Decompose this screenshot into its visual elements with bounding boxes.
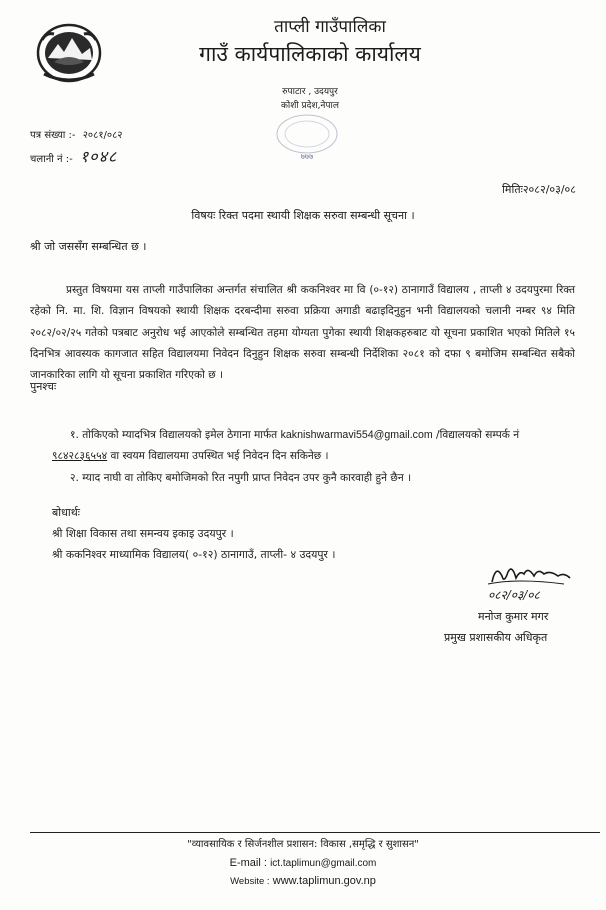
school-phone: ९८४२८३६५५४ (52, 449, 108, 462)
dispatch-value: १०४८ (79, 147, 118, 166)
reference-value: २०८१/०८२ (82, 130, 123, 141)
email-label: E-mail : (229, 857, 267, 869)
body-paragraph: प्रस्तुत विषयमा यस ताप्ली गाउँपालिका अन्तर्गत संचालित श्री ककनिश्वर मा वि (०-१२) ठानागाउँ विद्यालय , ताप्ली ४ उदयपुरमा रिक्त रहेको नि. मा. शि. विज्ञान विषयको स्थायी शिक्षक दरबन्दीमा सरुवा प्रक्रिया अगाडी बढाइदिनुहुन भनी विद्यालयको चलानी नम्बर ९४ मिति २०८२/०२/२५ गतेको पत्रबाट अनुरोध भई आएकोले सम्बन्धित तहमा योग्यता पुगेका स्थायी शिक्षकहरुबाट यो सूचना प्रकाशित भएको मितिले १५ दिनभित्र आवस्यक कागजात सहित विद्यालयमा निवेदन दिनुहुन शिक्षक सरुवा सम्बन्धी निर्देशिका २०८१ को दफा ९ बमोजिम सम्बन्धित सबैको जानकारिका लागि यो सूचना प्रकाशित गरिएको छ । (30, 284, 575, 382)
reference-label: पत्र संख्या :- (30, 130, 76, 141)
dispatch-label: चलानी नं :- (30, 154, 73, 165)
website-label: Website : (230, 876, 270, 887)
reference-number (30, 127, 123, 141)
signature-date: ०८२/०३/०८ (488, 588, 540, 602)
stamp-number: ७७७ (300, 152, 314, 161)
signatory-name: मनोज कुमार मगर (478, 610, 549, 623)
cc-heading: बोधार्थः (52, 506, 80, 519)
dispatch-number (30, 145, 117, 167)
postscript-item-1-contact-label: /विद्यालयको सम्पर्क नं (436, 429, 520, 441)
address-line-1: रुपाटार , उदयपुर (282, 87, 338, 97)
postscript-item-2: २. म्याद नाघी वा तोकिए बमोजिमको रित नपुगी प्राप्त निवेदन उपर कुनै कारवाही हुने छैन । (70, 472, 412, 484)
letter-date: मितिः२०८२/०३/०८ (502, 183, 576, 196)
salutation: श्री जो जससँग सम्बन्धित छ । (30, 240, 147, 253)
website-link[interactable]: www.taplimun.gov.np (272, 875, 376, 887)
nepal-emblem-logo (34, 22, 104, 84)
municipality-name: ताप्ली गाउँपालिका (274, 17, 386, 37)
postscript-heading: पुनश्चः (30, 380, 57, 393)
office-name: गाउँ कार्यपालिकाको कार्यालय (199, 42, 421, 66)
footer-divider (30, 832, 600, 833)
school-email: kaknishwarmavi554@gmail.com (280, 429, 433, 441)
footer-email (0, 857, 606, 869)
address-line-2: कोशी प्रदेश,नेपाल (281, 101, 339, 111)
postscript-item-1-text: १. तोकिएको म्यादभित्र विद्यालयको इमेल ठेगाना मार्फत (70, 429, 278, 441)
footer-website (0, 875, 606, 887)
footer-slogan: "व्यावसायिक र सिर्जनशील प्रशासन: विकास ,समृद्धि र सुशासन" (187, 839, 419, 850)
email-address-link[interactable]: ict.taplimun@gmail.com (270, 858, 377, 869)
office-stamp (272, 112, 342, 162)
postscript-item-1-suffix: वा स्वयम विद्यालयमा उपस्थित भई निवेदन दिन सकिनेछ । (110, 449, 329, 462)
cc-item: श्री शिक्षा विकास तथा समन्वय इकाइ उदयपुर । (52, 527, 234, 540)
signatory-title: प्रमुख प्रशासकीय अधिकृत (444, 631, 548, 644)
subject-line: विषयः रिक्त पदमा स्थायी शिक्षक सरुवा सम्बन्धी सूचना । (191, 209, 415, 222)
postscript-item-1 (52, 425, 567, 466)
cc-item: श्री ककनिश्वर माध्यामिक विद्यालय( ०-१२) ठानागाउँ, ताप्ली- ४ उदयपुर । (52, 548, 336, 561)
